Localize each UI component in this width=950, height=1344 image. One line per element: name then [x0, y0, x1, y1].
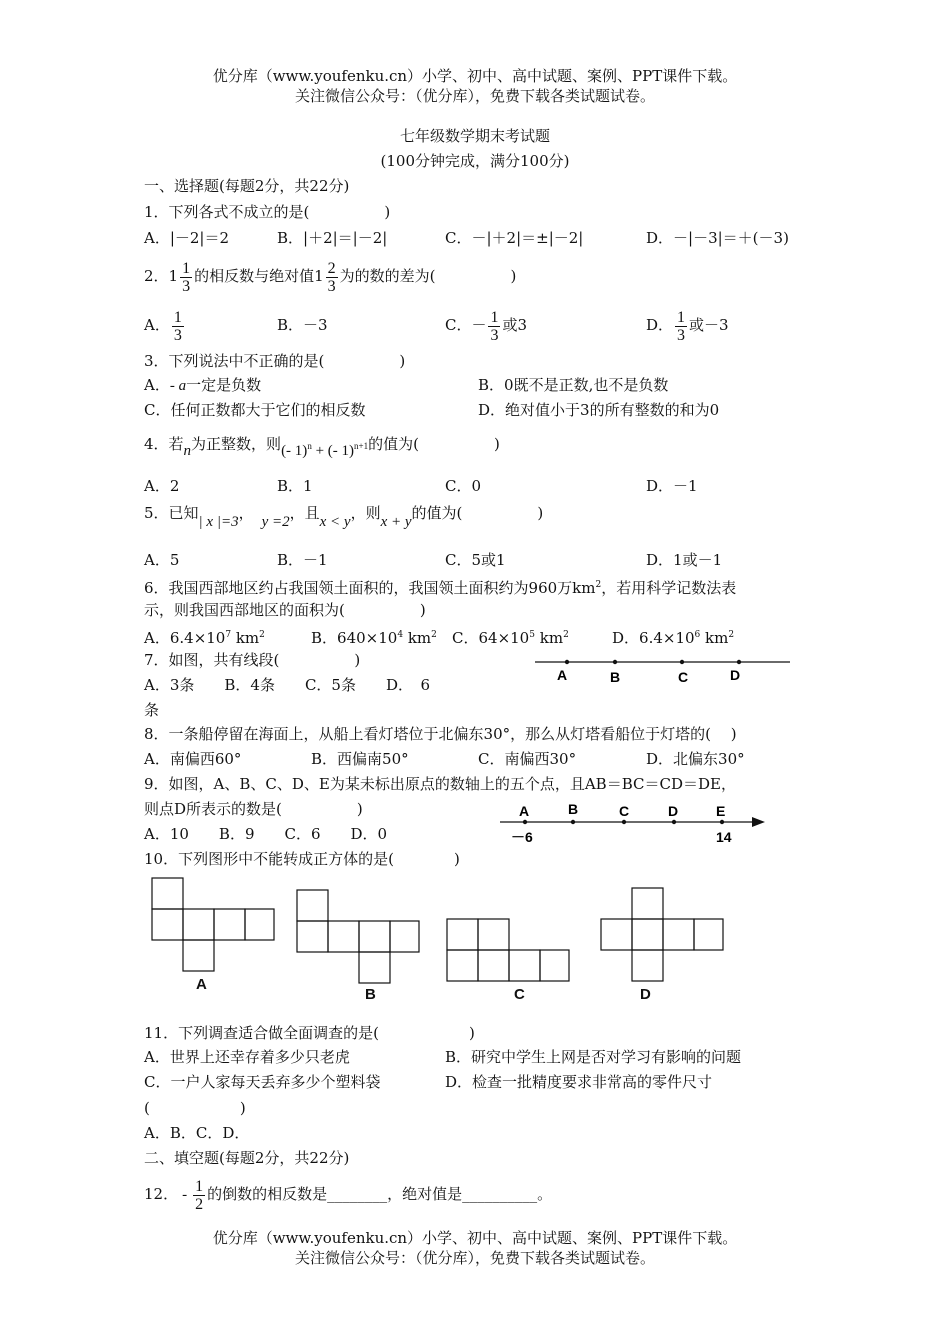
- q11-option-a: A．世界上还幸存着多少只老虎: [144, 1048, 350, 1066]
- q2-option-a: A． $\frac{1}{3}$: [144, 308, 182, 344]
- q8-option-a: A．南偏西60°: [144, 750, 242, 768]
- footer-line-2: 关注微信公众号：（优分库），免费下载各类试题试卷。: [294, 1249, 655, 1267]
- q9-line-1: 9．如图，A、B、C、D、E为某未标出原点的数轴上的五个点，且AB＝BC＝CD＝DE，: [144, 775, 736, 793]
- q2-fraction-1: $\frac{1}{3}$: [182, 259, 191, 295]
- q11-stem: 11．下列调查适合做全面调查的是( ): [144, 1024, 475, 1042]
- q8-option-b: B．西偏南50°: [311, 750, 409, 768]
- q9-value-e: 14: [716, 829, 732, 845]
- q9-value-a: －6: [511, 829, 533, 845]
- header-line-2: 关注微信公众号：（优分库），免费下载各类试题试卷。: [294, 87, 655, 105]
- q3-option-c: C．任何正数都大于它们的相反数: [144, 401, 366, 419]
- q2-stem: 2．1 $\frac{1}{3}$ 的相反数与绝对值1 $\frac{2}{3}$ 为的数的差为( ): [144, 259, 517, 295]
- q2-option-d: D． $\frac{1}{3}$ 或－3: [646, 308, 729, 344]
- q3-option-d: D．绝对值小于3的所有整数的和为0: [478, 401, 720, 419]
- q10-net-d: [601, 888, 723, 981]
- q9-label-e: E: [716, 803, 726, 819]
- q5-option-d: D．1或－1: [646, 551, 723, 569]
- q10-net-a: [152, 878, 274, 971]
- q11-option-c: C．一户人家每天丢弃多少个塑料袋: [144, 1073, 381, 1091]
- q9-label-c: C: [619, 803, 630, 819]
- q7-segment-figure: [530, 650, 795, 690]
- q9-point-e: [720, 820, 724, 824]
- q11-option-d: D．检查一批精度要求非常高的零件尺寸: [445, 1073, 713, 1091]
- header-line-1: 优分库（www.youfenku.cn）小学、初中、高中试题、案例、PPT课件下载。: [212, 67, 738, 85]
- q4-option-b: B．1: [277, 477, 313, 495]
- q3-stem: 3．下列说法中不正确的是( ): [144, 352, 406, 370]
- q10-label-b: B: [365, 986, 376, 1003]
- q4-option-c: C．0: [445, 477, 482, 495]
- q1-option-d: D．－|－3|＝＋(－3): [646, 229, 789, 247]
- q7-point-d: [737, 660, 741, 664]
- q6-option-d: D．$6.4\times 10^6$ $km^2$: [612, 629, 735, 647]
- q9-arrow: [752, 817, 765, 827]
- q10-label-d: D: [640, 986, 651, 1003]
- q7-options: A．3条 B．4条 C．5条 D． 6: [144, 676, 431, 694]
- q2-option-c: C．－ $\frac{1}{3}$ 或3: [445, 308, 528, 344]
- q7-label-c: C: [678, 669, 689, 685]
- q7-label-b: B: [610, 669, 621, 685]
- q10-cube-nets: [140, 870, 740, 1010]
- q2-fraction-2: $\frac{2}{3}$: [327, 259, 336, 295]
- footer-line-1: 优分库（www.youfenku.cn）小学、初中、高中试题、案例、PPT课件下载。: [212, 1229, 738, 1247]
- q11-blank: ( ): [144, 1099, 246, 1117]
- q9-number-line: [495, 798, 770, 846]
- q9-point-d: [672, 820, 676, 824]
- q4-option-d: D．－1: [646, 477, 698, 495]
- q10-label-a: A: [196, 976, 207, 993]
- q7-options-tail: 条: [144, 701, 160, 719]
- q7-label-a: A: [557, 667, 568, 683]
- q6-line-1: 6．我国西部地区约占我国领土面积的，我国领土面积约为960万$km^2$，若用科学记数法表: [144, 579, 737, 597]
- q8-option-d: D．北偏东30°: [646, 750, 745, 768]
- q7-point-a: [565, 660, 569, 664]
- q6-line-2: 示，则我国西部地区的面积为( ): [144, 601, 426, 619]
- q5-option-b: B．－1: [277, 551, 328, 569]
- q9-label-b: B: [568, 801, 579, 817]
- q10-net-c: [447, 919, 569, 981]
- q7-point-b: [613, 660, 617, 664]
- q4-option-a: A．2: [144, 477, 180, 495]
- q1-option-b: B．|＋2|＝|－2|: [277, 229, 388, 247]
- q9-label-d: D: [668, 803, 679, 819]
- q3-option-b: B．0既不是正数,也不是负数: [478, 376, 669, 394]
- q12-stem: 12． - $\frac{1}{2}$ 的倒数的相反数是________，绝对值是__________。: [144, 1177, 553, 1213]
- q6-option-c: C．$64\times 10^5$ $km^2$: [452, 629, 569, 647]
- q9-label-a: A: [519, 803, 530, 819]
- q6-option-b: B．$640\times 10^4$ $km^2$: [311, 629, 437, 647]
- q2-option-b: B．－3: [277, 316, 328, 334]
- section-2-heading: 二、填空题(每题2分，共22分): [144, 1149, 350, 1167]
- q6-option-a: A．$6.4\times 10^7$ $km^2$: [144, 629, 265, 647]
- q7-point-c: [680, 660, 684, 664]
- q11-options-extra: A．B．C．D．: [144, 1124, 250, 1142]
- q4-stem: 4．若n为正整数，则(- 1)$^n$ + (- 1)$^{n+1}$的值为( ): [144, 435, 500, 459]
- q5-option-a: A．5: [144, 551, 180, 569]
- q10-stem: 10．下列图形中不能转成正方体的是( ): [144, 850, 460, 868]
- q8-stem: 8．一条船停留在海面上，从船上看灯塔位于北偏东30°，那么从灯塔看船位于灯塔的( ): [144, 725, 737, 743]
- q1-stem: 1．下列各式不成立的是( ): [144, 203, 391, 221]
- q9-line-2: 则点D所表示的数是( ): [144, 800, 363, 818]
- q1-option-c: C．－|＋2|＝±|－2|: [445, 229, 584, 247]
- q9-point-a: [523, 820, 527, 824]
- q9-options: A．10 B．9 C．6 D．0: [144, 825, 388, 843]
- q3-option-a: A．- a一定是负数: [144, 376, 262, 394]
- q5-stem: 5．已知| x |=3， y =2，且x < y，则x + y的值为( ): [144, 504, 544, 530]
- q5-option-c: C．5或1: [445, 551, 506, 569]
- page-subtitle: (100分钟完成，满分100分): [380, 152, 570, 170]
- page-title: 七年级数学期末考试题: [399, 127, 550, 145]
- q9-point-b: [571, 820, 575, 824]
- q1-option-a: A．|－2|＝2: [144, 229, 230, 247]
- q8-option-c: C．南偏西30°: [478, 750, 577, 768]
- q10-label-c: C: [514, 986, 525, 1003]
- section-1-heading: 一、选择题(每题2分，共22分): [144, 177, 350, 195]
- q7-stem: 7．如图，共有线段( ): [144, 651, 361, 669]
- q7-label-d: D: [730, 667, 741, 683]
- q10-net-b: [297, 890, 419, 983]
- q9-point-c: [622, 820, 626, 824]
- q11-option-b: B．研究中学生上网是否对学习有影响的问题: [445, 1048, 742, 1066]
